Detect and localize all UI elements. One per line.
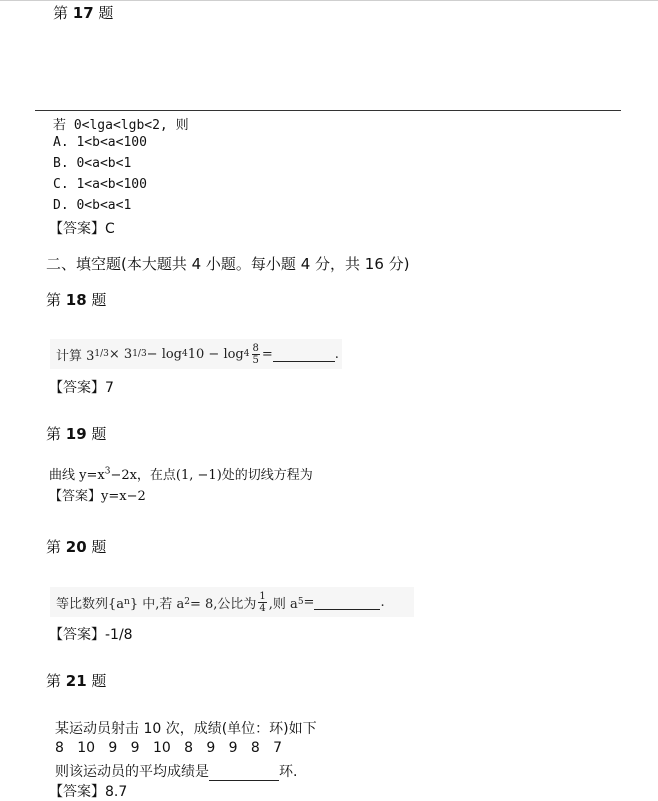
stem-text: 曲线 y=x [49, 468, 105, 483]
formula-text: − log [146, 346, 183, 362]
formula-text: 10 − log [187, 346, 244, 362]
heading-number: 17 [72, 4, 94, 22]
fraction-denominator: 5 [252, 354, 259, 366]
formula-text: } 中,若 a [129, 596, 185, 612]
q21-question [55, 761, 297, 781]
answer-blank [314, 595, 380, 610]
heading-prefix: 第 [46, 538, 66, 556]
heading-suffix: 题 [86, 672, 107, 690]
subscript: n [124, 597, 130, 607]
heading-suffix: 题 [86, 425, 107, 443]
q21-heading [46, 670, 106, 691]
heading-prefix: 第 [46, 291, 66, 309]
formula-text: = [303, 594, 315, 610]
formula-text: . [334, 346, 339, 362]
q17-option-c: C. 1<a<b<100 [53, 177, 147, 192]
q18-formula-image [50, 339, 342, 369]
q18-answer: 【答案】7 [49, 380, 114, 396]
formula-text: . [380, 594, 385, 610]
heading-prefix: 第 [46, 672, 66, 690]
q19-answer: 【答案】y=x−2 [49, 489, 146, 504]
q17-option-a: A. 1<b<a<100 [53, 135, 147, 150]
fraction-numerator: 8 [252, 342, 259, 354]
log-base: 4 [243, 349, 250, 359]
exponent: 1/3 [132, 349, 147, 359]
q17-option-d: D. 0<b<a<1 [53, 198, 132, 213]
section-rule [35, 110, 621, 111]
subscript: 5 [297, 597, 304, 607]
question-text: 则该运动员的平均成绩是 [55, 764, 209, 780]
q21-stem: 某运动员射击 10 次，成绩(单位：环)如下 [55, 721, 317, 737]
q17-stem: 若 0<lga<lgb<2, 则 [53, 118, 189, 133]
q17-option-b: B. 0<a<b<1 [53, 156, 132, 171]
subscript: 2 [184, 597, 190, 607]
q17-heading [53, 2, 113, 23]
q21-scores: 8 10 9 9 10 8 9 9 8 7 [55, 740, 283, 756]
heading-number: 20 [65, 538, 87, 556]
q18-heading [46, 289, 106, 310]
formula-text: 计算 3 [56, 348, 95, 364]
heading-suffix: 题 [86, 291, 107, 309]
formula-text: ,则 a [268, 596, 298, 612]
fraction-denominator: 4 [259, 602, 266, 614]
q21-answer: 【答案】8.7 [49, 784, 128, 800]
answer-blank [209, 766, 279, 781]
fraction-numerator: 1 [259, 590, 266, 602]
section-title: 二、填空题(本大题共 4 小题。每小题 4 分，共 16 分) [46, 255, 410, 273]
heading-suffix: 题 [86, 538, 107, 556]
stem-text: −2x，在点(1, −1)处的切线方程为 [110, 468, 313, 483]
q20-formula-image [50, 587, 414, 617]
question-text: 环. [279, 764, 298, 780]
exponent: 3 [104, 466, 111, 477]
formula-text: × 3 [108, 346, 133, 362]
top-divider [0, 0, 658, 1]
formula-text: = 8,公比为 [189, 596, 257, 612]
q19-heading [46, 423, 106, 444]
answer-blank [273, 347, 335, 362]
q17-answer: 【答案】C [49, 221, 115, 237]
exponent: 1/3 [94, 349, 109, 359]
heading-number: 18 [65, 291, 87, 309]
fraction [258, 591, 266, 614]
q19-stem [49, 464, 313, 483]
heading-prefix: 第 [53, 4, 73, 22]
heading-prefix: 第 [46, 425, 66, 443]
log-base: 4 [182, 349, 188, 359]
fraction [252, 343, 260, 366]
heading-number: 21 [65, 672, 87, 690]
formula-text: = [261, 346, 273, 362]
heading-number: 19 [65, 425, 87, 443]
heading-suffix: 题 [93, 4, 114, 22]
formula-text: 等比数列{a [56, 596, 125, 612]
q20-heading [46, 536, 106, 557]
q20-answer: 【答案】-1/8 [49, 627, 133, 643]
